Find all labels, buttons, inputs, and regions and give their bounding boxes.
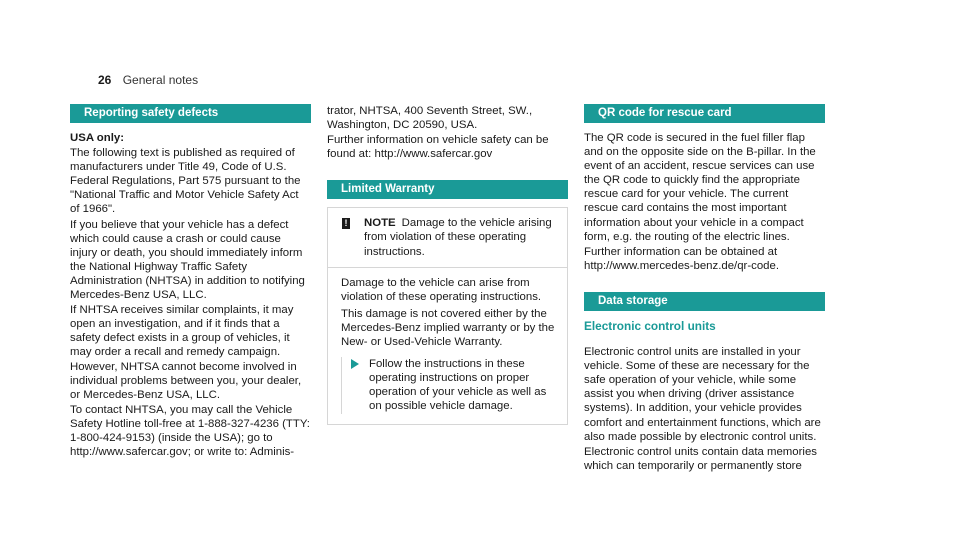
page-header bbox=[98, 73, 198, 87]
note-box bbox=[327, 207, 568, 424]
section-bar-reporting: Reporting safety defects bbox=[70, 104, 311, 123]
column-middle bbox=[327, 104, 568, 425]
paragraph: To contact NHTSA, you may call the Vehicle Safety Hotline toll-free at 1-888-327-4236 (TTY: 1-800-424-9153) (inside the USA); go to http://www.safercar.gov; or write to: Adminis- bbox=[70, 403, 310, 459]
column-right bbox=[584, 104, 825, 474]
usa-only-label: USA only: bbox=[70, 132, 124, 144]
note-title: Damage to the vehicle arising from violation of these operating instructions. bbox=[364, 217, 552, 258]
section-bar-data-storage: Data storage bbox=[584, 292, 825, 311]
page-number: 26 bbox=[98, 73, 112, 87]
paragraph: Further information can be obtained at http://www.mercedes-benz.de/qr-code. bbox=[584, 245, 779, 272]
paragraph: trator, NHTSA, 400 Seventh Street, SW., Washington, DC 20590, USA. bbox=[327, 105, 533, 132]
exclamation-icon: ! bbox=[342, 218, 350, 229]
note-paragraph: This damage is not covered either by the Mercedes-Benz implied warranty or by the New- or Used-Vehicle Warranty. bbox=[341, 307, 555, 349]
arrow-right-icon bbox=[351, 359, 359, 369]
paragraph: If you believe that your vehicle has a defect which could cause a crash or could cause injury or death, you should immediately inform the National Highway Traffic Safety Administration (NHTSA) in addition to notifying Mercedes-Benz USA, LLC. bbox=[70, 218, 305, 302]
subheading-electronic-control-units: Electronic control units bbox=[584, 318, 716, 333]
section-bar-warranty: Limited Warranty bbox=[327, 180, 568, 199]
instruction-text: Follow the instructions in these operating instructions on proper operation of your vehicle as well as on possible vehicle damage. bbox=[369, 358, 547, 413]
paragraph: Electronic control units contain data memories which can temporarily or permanently store bbox=[584, 445, 817, 472]
column-left bbox=[70, 104, 311, 460]
note-label: NOTE bbox=[364, 217, 396, 230]
instruction-step bbox=[341, 357, 557, 413]
paragraph: Further information on vehicle safety can be found at: http://www.safercar.gov bbox=[327, 134, 549, 161]
section-title: General notes bbox=[122, 73, 199, 87]
section-bar-qr-code: QR code for rescue card bbox=[584, 104, 825, 123]
paragraph: Electronic control units are installed in your vehicle. Some of these are necessary for the safe operation of your vehicle, while some assist you when driving (driver assistance systems). In addition, your vehicle provides comfort and entertainment functions, which are also made possible by electronic control units. bbox=[584, 346, 821, 443]
paragraph: The following text is published as required of manufacturers under Title 49, Code of U.S. Federal Regulations, Part 575 pursuant to the "National Traffic and Motor Vehicle Safety Act of 1966". bbox=[70, 147, 301, 216]
paragraph: The QR code is secured in the fuel filler flap and on the opposite side on the B-pillar. In the event of an accident, rescue services can use the QR code to quickly find the appropriate rescue card for your vehicle. The current rescue card contains the most important information about your vehicle in a compact form, e.g. the routing of the electric lines. bbox=[584, 132, 816, 243]
note-paragraph: Damage to the vehicle can arise from violation of these operating instructions. bbox=[341, 276, 542, 303]
paragraph: If NHTSA receives similar complaints, it may open an investigation, and if it finds that a safety defect exists in a group of vehicles, it may order a recall and remedy campaign. However, NHTSA cannot become involved in individual problems between you, your dealer, or Mercedes-Benz USA, LLC. bbox=[70, 304, 302, 401]
